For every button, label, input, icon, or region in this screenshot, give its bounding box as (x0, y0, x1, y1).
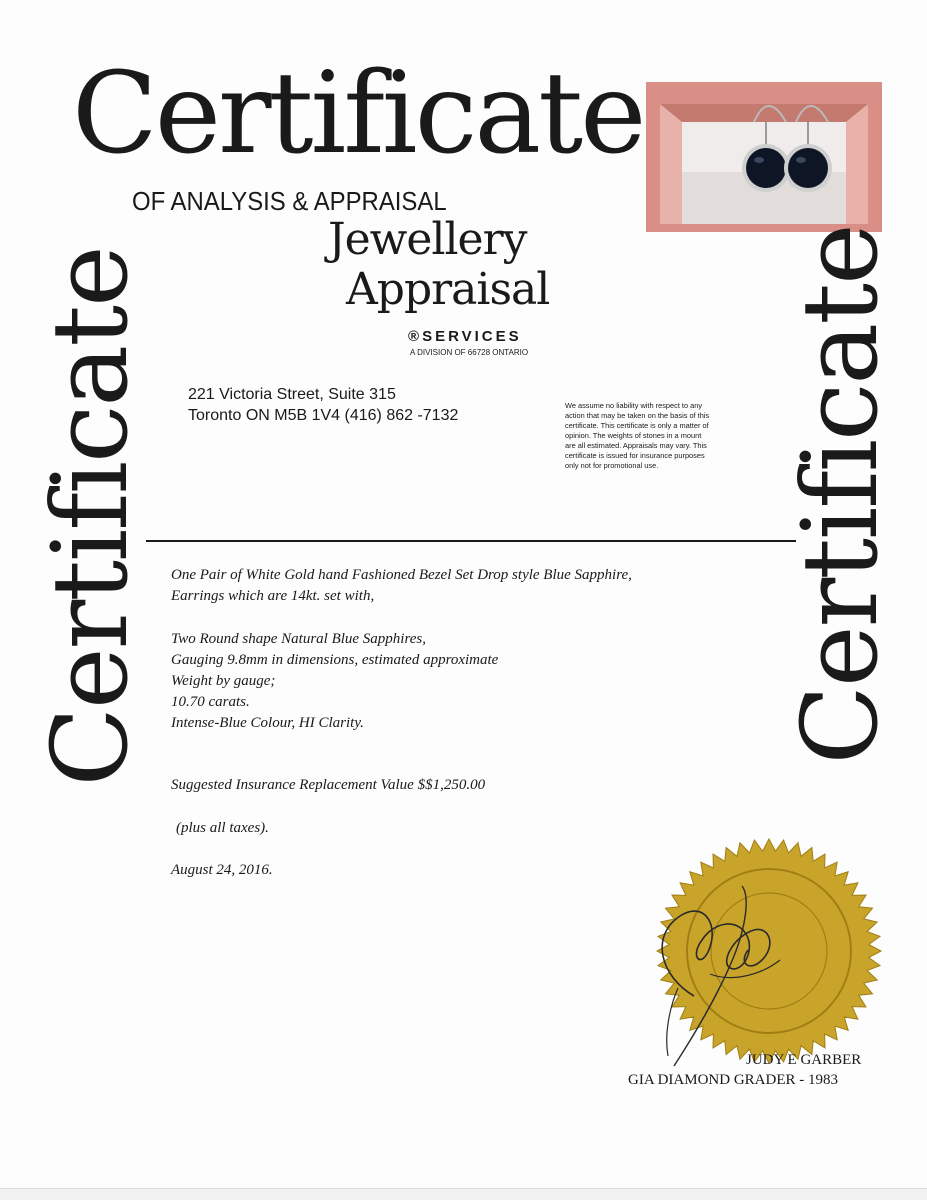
stones-line4: 10.70 carats. (171, 694, 250, 710)
disclaimer-line: action that may be taken on the basis of this (565, 411, 710, 420)
signature-icon (650, 856, 790, 1076)
signer-title: GIA DIAMOND GRADER - 1983 (628, 1072, 838, 1088)
disclaimer-line: We assume no liability with respect to any (565, 401, 703, 410)
brand-name-line1: Jewellery (328, 214, 527, 265)
stones-line2: Gauging 9.8mm in dimensions, estimated approximate (171, 652, 499, 668)
item-description-line2: Earrings which are 14kt. set with, (171, 588, 375, 604)
brand-services-label: SERVICES (422, 328, 522, 345)
side-label-left: Certificate (29, 247, 151, 787)
disclaimer-line: opinion. The weights of stones in a mount (565, 431, 702, 440)
signer-name: JUDY E GARBER (746, 1052, 862, 1068)
address-block (188, 384, 458, 426)
brand-division: A DIVISION OF 66728 ONTARIO (410, 348, 529, 357)
side-label-right: Certificate (779, 225, 901, 765)
stones-line1: Two Round shape Natural Blue Sapphires, (171, 631, 426, 647)
item-description-line1: One Pair of White Gold hand Fashioned Bezel Set Drop style Blue Sapphire, (171, 567, 632, 583)
earrings-photo-icon (646, 82, 882, 232)
certificate-subtitle: OF ANALYSIS & APPRAISAL (132, 186, 447, 216)
taxes-note: (plus all taxes). (176, 820, 269, 836)
disclaimer-line: certificate is issued for insurance purposes (565, 451, 705, 460)
address-line1: 221 Victoria Street, Suite 315 (188, 386, 396, 403)
stones-line5: Intense-Blue Colour, HI Clarity. (171, 715, 364, 731)
registered-icon: ® (408, 328, 423, 345)
brand-services (408, 328, 522, 345)
address-line2: Toronto ON M5B 1V4 (416) 862 -7132 (188, 407, 459, 424)
earrings-photo (646, 82, 882, 232)
divider-rule (146, 540, 796, 542)
disclaimer-line: certificate. This certificate is only a matter of (565, 421, 709, 430)
disclaimer-line: only not for promotional use. (565, 461, 659, 470)
replacement-value: Suggested Insurance Replacement Value $$1,250.00 (171, 777, 486, 793)
scan-edge (0, 1188, 927, 1200)
stones-line3: Weight by gauge; (171, 673, 276, 689)
disclaimer-line: are all estimated. Appraisals may vary. This (565, 441, 707, 450)
certificate-title: Certificate (72, 49, 644, 179)
brand-name-line2: Appraisal (346, 264, 550, 315)
disclaimer (565, 401, 787, 471)
certificate-date: August 24, 2016. (171, 862, 273, 878)
